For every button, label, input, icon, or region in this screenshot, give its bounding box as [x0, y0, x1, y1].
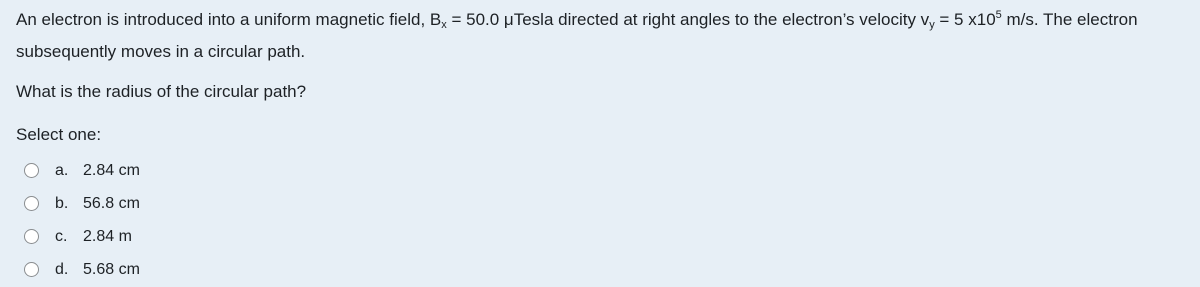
- option-letter: a.: [55, 161, 69, 179]
- exponent: 5: [995, 9, 1002, 21]
- question-prompt: What is the radius of the circular path?: [16, 82, 307, 101]
- option-text: 2.84 cm: [83, 161, 140, 179]
- option-letter: b.: [55, 194, 69, 212]
- option-letter: c.: [55, 227, 68, 245]
- answer-options: [24, 154, 324, 286]
- answer-option-d[interactable]: [24, 253, 324, 286]
- option-text: 2.84 m: [83, 227, 132, 245]
- statement-part-1: An electron is introduced into a uniform magnetic field, B: [16, 10, 442, 29]
- answer-option-b[interactable]: [24, 187, 324, 220]
- option-letter: d.: [55, 260, 69, 278]
- statement-part-4: m/s. The electron subsequently moves in a circular path.: [16, 10, 1138, 61]
- radio-button-a[interactable]: [24, 163, 39, 178]
- question-text: [16, 4, 1192, 108]
- radio-button-c[interactable]: [24, 229, 39, 244]
- answer-option-a[interactable]: [24, 154, 324, 187]
- question-statement: [16, 4, 1192, 68]
- v-subscript: y: [929, 19, 935, 31]
- option-text: 56.8 cm: [83, 194, 140, 212]
- b-subscript: x: [441, 19, 447, 31]
- statement-part-3: = 5 x10: [934, 10, 996, 29]
- option-text: 5.68 cm: [83, 260, 140, 278]
- statement-part-2: = 50.0 μTesla directed at right angles to the electron’s velocity v: [446, 10, 930, 29]
- radio-button-b[interactable]: [24, 196, 39, 211]
- select-one-label: Select one:: [16, 125, 102, 144]
- answer-option-c[interactable]: [24, 220, 324, 253]
- radio-button-d[interactable]: [24, 262, 39, 277]
